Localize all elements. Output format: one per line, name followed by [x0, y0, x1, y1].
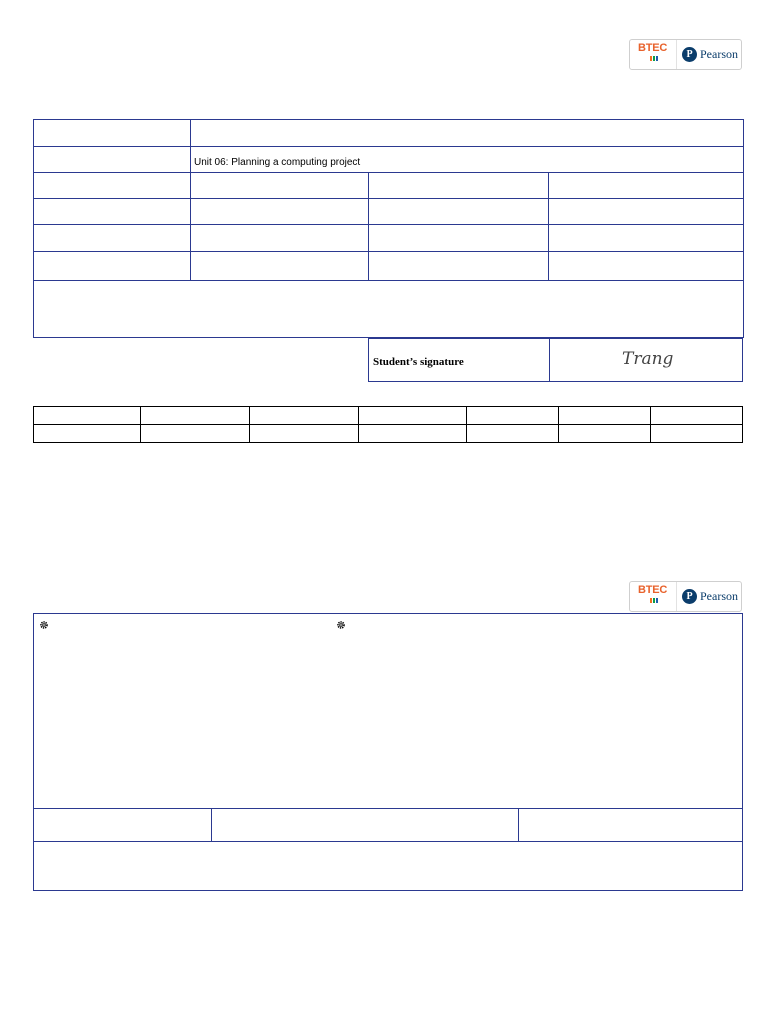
unit-title: Unit 06: Planning a computing project — [194, 157, 361, 168]
pearson-wordmark: Pearson — [700, 589, 738, 603]
grade-cell — [140, 406, 250, 425]
btec-pearson-logo — [629, 39, 742, 70]
btec-pearson-logo-2 — [629, 581, 742, 612]
grade-cell — [358, 424, 467, 443]
internal-verifier-box — [33, 841, 743, 891]
pearson-logo — [677, 47, 738, 62]
table-cell — [34, 147, 191, 173]
table-row — [34, 225, 744, 252]
pearson-wordmark: Pearson — [700, 47, 738, 61]
date-cell — [518, 808, 743, 842]
btec-logo — [630, 40, 677, 69]
table-cell — [34, 120, 191, 147]
grade-cell — [466, 406, 559, 425]
grade-cell — [650, 424, 743, 443]
pearson-p-icon: P — [682, 47, 697, 62]
assignment-info-table — [33, 119, 744, 338]
grade-cell — [558, 424, 651, 443]
grader-signature-value — [211, 808, 519, 842]
grade-cell — [249, 424, 359, 443]
pearson-logo — [677, 589, 738, 604]
btec-wordmark: BTEC — [638, 42, 668, 54]
grader-signature-cell — [33, 808, 212, 842]
pearson-p-icon: P — [682, 589, 697, 604]
table-row — [34, 173, 744, 199]
gear-icon — [336, 620, 346, 630]
btec-logo — [630, 582, 677, 611]
feedback-box — [33, 613, 743, 809]
declaration-cell — [34, 281, 744, 338]
table-row — [34, 147, 744, 173]
grade-cell — [249, 406, 359, 425]
fpt-mark-icon — [650, 56, 658, 61]
table-row — [34, 281, 744, 338]
grade-cell — [466, 424, 559, 443]
grade-cell — [33, 424, 141, 443]
signature-label-box — [368, 338, 550, 382]
table-row — [34, 199, 744, 225]
unit-title-cell — [191, 147, 744, 173]
grade-cell — [558, 406, 651, 425]
table-row — [34, 120, 744, 147]
student-signature: Trang — [622, 349, 674, 369]
gear-icon — [39, 620, 49, 630]
btec-wordmark: BTEC — [638, 584, 668, 596]
fpt-mark-icon — [650, 598, 658, 603]
table-row — [34, 252, 744, 281]
grade-cell — [650, 406, 743, 425]
grade-cell — [33, 406, 141, 425]
table-cell — [191, 120, 744, 147]
grade-cell — [358, 406, 467, 425]
signature-label: Student’s signature — [373, 356, 464, 368]
signature-box — [549, 338, 743, 382]
grade-cell — [140, 424, 250, 443]
